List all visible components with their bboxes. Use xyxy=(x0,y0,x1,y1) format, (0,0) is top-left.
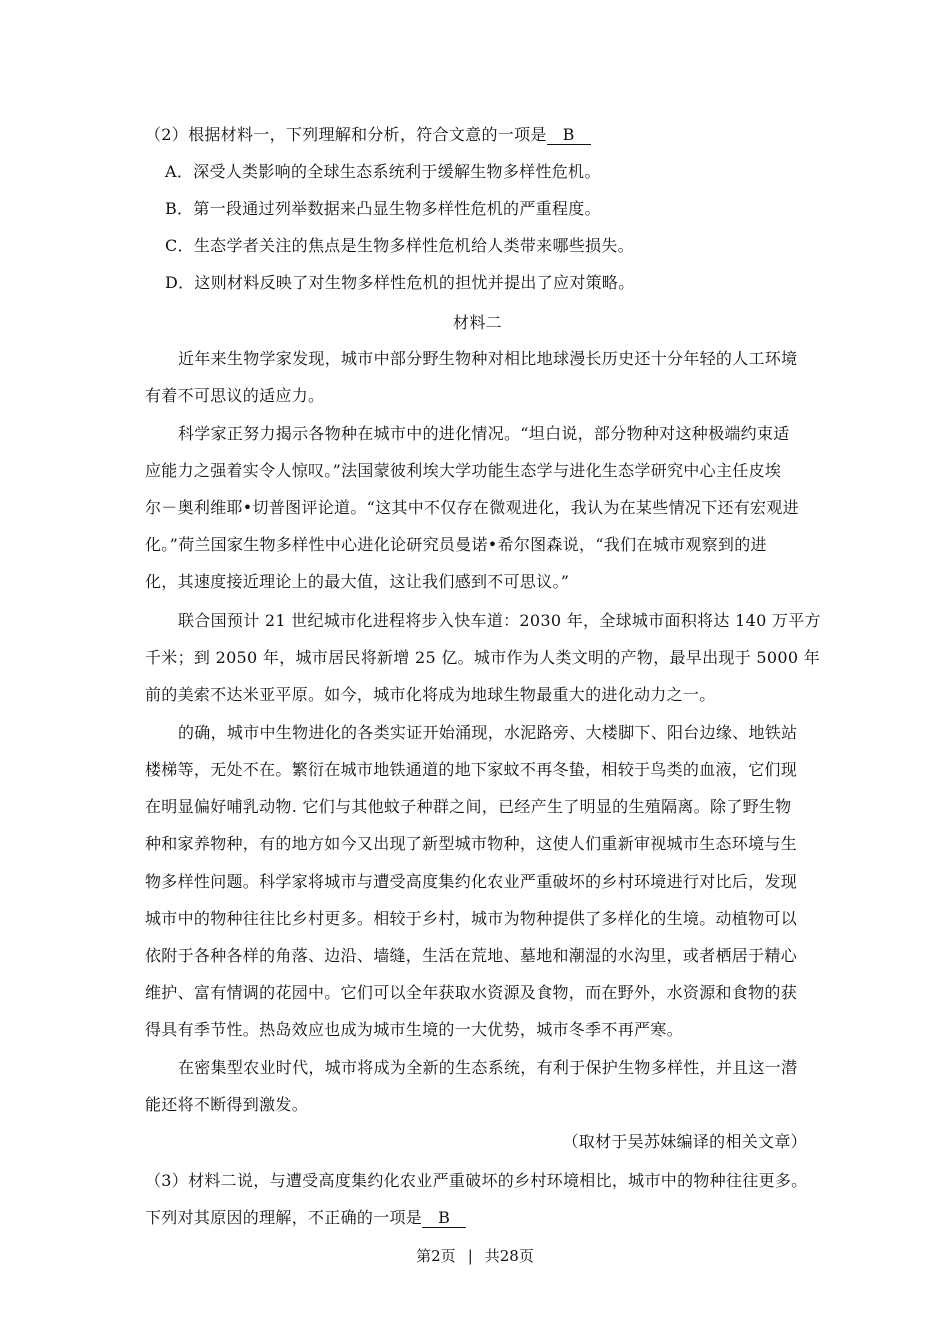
paragraph-line: 应能力之强着实令人惊叹。”法国蒙彼利埃大学功能生态学与进化生态学研究中心主任皮埃 xyxy=(145,461,782,480)
paragraph-line: 楼梯等，无处不在。繁衍在城市地铁通道的地下家蚊不再冬蛰，相较于鸟类的血液，它们现 xyxy=(145,760,798,779)
page-number: 第2页 xyxy=(416,1247,456,1265)
paragraph-line: 在密集型农业时代，城市将成为全新的生态系统，有利于保护生物多样性，并且这一潜 xyxy=(178,1058,798,1077)
q3-stem-line2 xyxy=(145,1207,810,1229)
paragraph-line: 物多样性问题。科学家将城市与遭受高度集约化农业严重破坏的乡村环境进行对比后，发现 xyxy=(145,872,798,891)
paragraph-line: 维护、富有情调的花园中。它们可以全年获取水资源及食物，而在野外，水资源和食物的获 xyxy=(145,983,798,1002)
page-footer xyxy=(0,1246,950,1266)
footer-separator: | xyxy=(467,1247,473,1265)
q2-option-c: C．生态学者关注的焦点是生物多样性危机给人类带来哪些损失。 xyxy=(165,236,634,255)
paragraph-line: 有着不可思议的适应力。 xyxy=(145,386,325,405)
paragraph-line: 在明显偏好哺乳动物. 它们与其他蚊子种群之间，已经产生了明显的生殖隔离。除了野生物 xyxy=(145,797,792,816)
page-total: 共28页 xyxy=(484,1247,534,1265)
paragraph-line: 尔－奥利维耶•切普图评论道。“这其中不仅存在微观进化，我认为在某些情况下还有宏观进 xyxy=(145,498,799,517)
paragraph-line: 种和家养物种，有的地方如今又出现了新型城市物种，这使人们重新审视城市生态环境与生 xyxy=(145,834,798,853)
paragraph-line: 近年来生物学家发现，城市中部分野生物种对相比地球漫长历史还十分年轻的人工环境 xyxy=(178,349,798,368)
paragraph-line: 前的美索不达米亚平原。如今，城市化将成为地球生物最重大的进化动力之一。 xyxy=(145,685,716,704)
q2-stem-line xyxy=(145,124,810,146)
q2-option-b: B．第一段通过列举数据来凸显生物多样性危机的严重程度。 xyxy=(165,199,601,218)
paragraph-line: 依附于各种各样的角落、边沿、墙缝，生活在荒地、墓地和潮湿的水沟里，或者栖居于精心 xyxy=(145,946,798,965)
paragraph-line: 城市中的物种往往比乡村更多。相较于乡村，城市为物种提供了多样化的生境。动植物可以 xyxy=(145,909,798,928)
q2-answer: B xyxy=(547,126,591,145)
q3-answer: B xyxy=(422,1209,466,1228)
paragraph-line: 的确，城市中生物进化的各类实证开始涌现，水泥路旁、大楼脚下、阳台边缘、地铁站 xyxy=(178,723,798,742)
paragraph-line: 联合国预计 21 世纪城市化进程将步入快车道：2030 年，全球城市面积将达 140 万平方 xyxy=(178,611,821,630)
q2-option-a: A．深受人类影响的全球生态系统利于缓解生物多样性危机。 xyxy=(165,162,601,181)
material2-source: （取材于吴苏妹编译的相关文章） xyxy=(562,1132,807,1151)
paragraph-line: 得具有季节性。热岛效应也成为城市生境的一大优势，城市冬季不再严寒。 xyxy=(145,1020,683,1039)
paragraph-line: 千米；到 2050 年，城市居民将新增 25 亿。城市作为人类文明的产物，最早出现于 5000 年 xyxy=(145,648,821,667)
paragraph-line: 化。”荷兰国家生物多样性中心进化论研究员曼诺•希尔图森说，“我们在城市观察到的进 xyxy=(145,535,767,554)
q2-option-d: D．这则材料反映了对生物多样性危机的担忧并提出了应对策略。 xyxy=(165,273,635,292)
material2-heading: 材料二 xyxy=(453,313,502,332)
paragraph-line: 能还将不断得到激发。 xyxy=(145,1095,309,1114)
q2-stem: （2）根据材料一，下列理解和分析，符合文意的一项是 xyxy=(145,125,547,144)
q3-stem-line1: （3）材料二说，与遭受高度集约化农业严重破坏的乡村环境相比，城市中的物种往往更多。 xyxy=(145,1171,808,1190)
paragraph-line: 科学家正努力揭示各物种在城市中的进化情况。“坦白说，部分物种对这种极端约束适 xyxy=(178,424,790,443)
q3-stem: 下列对其原因的理解，不正确的一项是 xyxy=(145,1208,423,1227)
paragraph-line: 化，其速度接近理论上的最大值，这让我们感到不可思议。” xyxy=(145,572,570,591)
